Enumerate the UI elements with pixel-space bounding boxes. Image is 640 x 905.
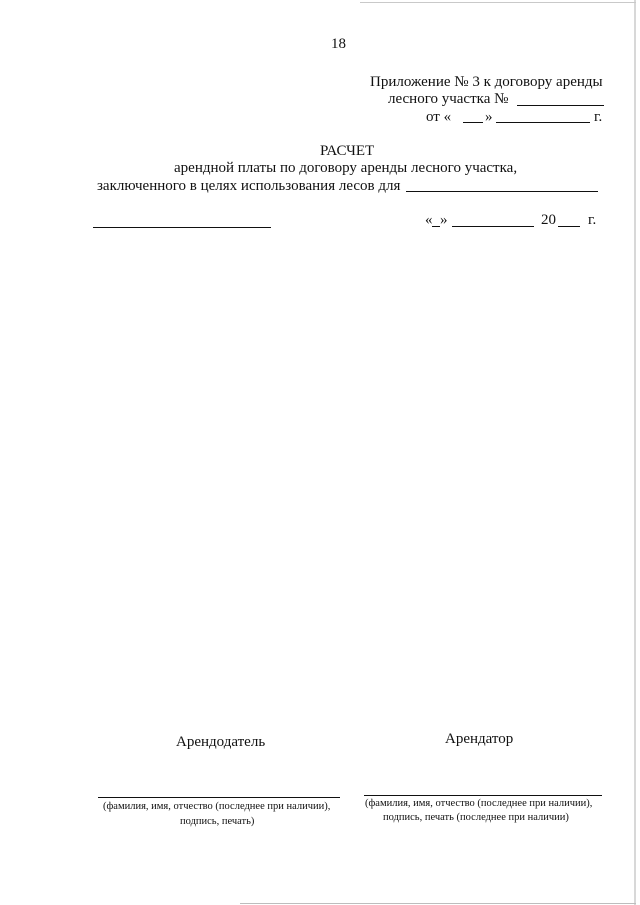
- contract-number-field-line: [517, 105, 604, 106]
- landlord-title: Арендодатель: [176, 734, 266, 750]
- page-edge-right: [634, 0, 636, 905]
- contract-month-field-line: [496, 122, 590, 123]
- landlord-caption-line-2: подпись, печать): [180, 816, 255, 827]
- page-edge-top: [360, 2, 636, 3]
- location-field-line: [93, 227, 271, 228]
- landlord-signature-line: [98, 797, 340, 798]
- contract-date-open-quote: от «: [426, 109, 452, 125]
- page-edge-bottom: [240, 903, 636, 904]
- landlord-caption-line-1: (фамилия, имя, отчество (последнее при наличии),: [103, 801, 331, 812]
- appendix-header-line-1: Приложение № 3 к договору аренды: [370, 74, 603, 90]
- contract-date-close-quote: »: [485, 109, 493, 125]
- document-subtitle-line-1: арендной платы по договору аренды лесного участка,: [174, 160, 518, 176]
- appendix-contract-label: лесного участка №: [388, 91, 509, 107]
- document-month-field-line: [452, 226, 534, 227]
- document-subtitle-line-2: заключенного в целях использования лесов для: [97, 178, 401, 194]
- contract-day-field-line: [463, 122, 483, 123]
- forest-use-purpose-field-line: [406, 191, 598, 192]
- document-year-prefix: 20: [541, 212, 556, 228]
- document-year-suffix: г.: [588, 212, 597, 228]
- document-date-open-quote: «: [425, 212, 433, 228]
- tenant-title: Арендатор: [445, 731, 514, 747]
- tenant-signature-line: [364, 795, 602, 796]
- document-title: РАСЧЕТ: [320, 143, 375, 159]
- tenant-caption-line-1: (фамилия, имя, отчество (последнее при наличии),: [365, 798, 593, 809]
- document-year-field-line: [558, 226, 580, 227]
- appendix-header-line-3: [426, 109, 451, 126]
- appendix-header-line-2: [388, 91, 508, 108]
- tenant-caption-line-2: подпись, печать (последнее при наличии): [383, 812, 569, 823]
- contract-year-suffix: г.: [594, 109, 603, 125]
- document-day-field-line: [432, 226, 440, 227]
- document-date-close-quote: »: [440, 212, 448, 228]
- page-number: 18: [331, 36, 346, 52]
